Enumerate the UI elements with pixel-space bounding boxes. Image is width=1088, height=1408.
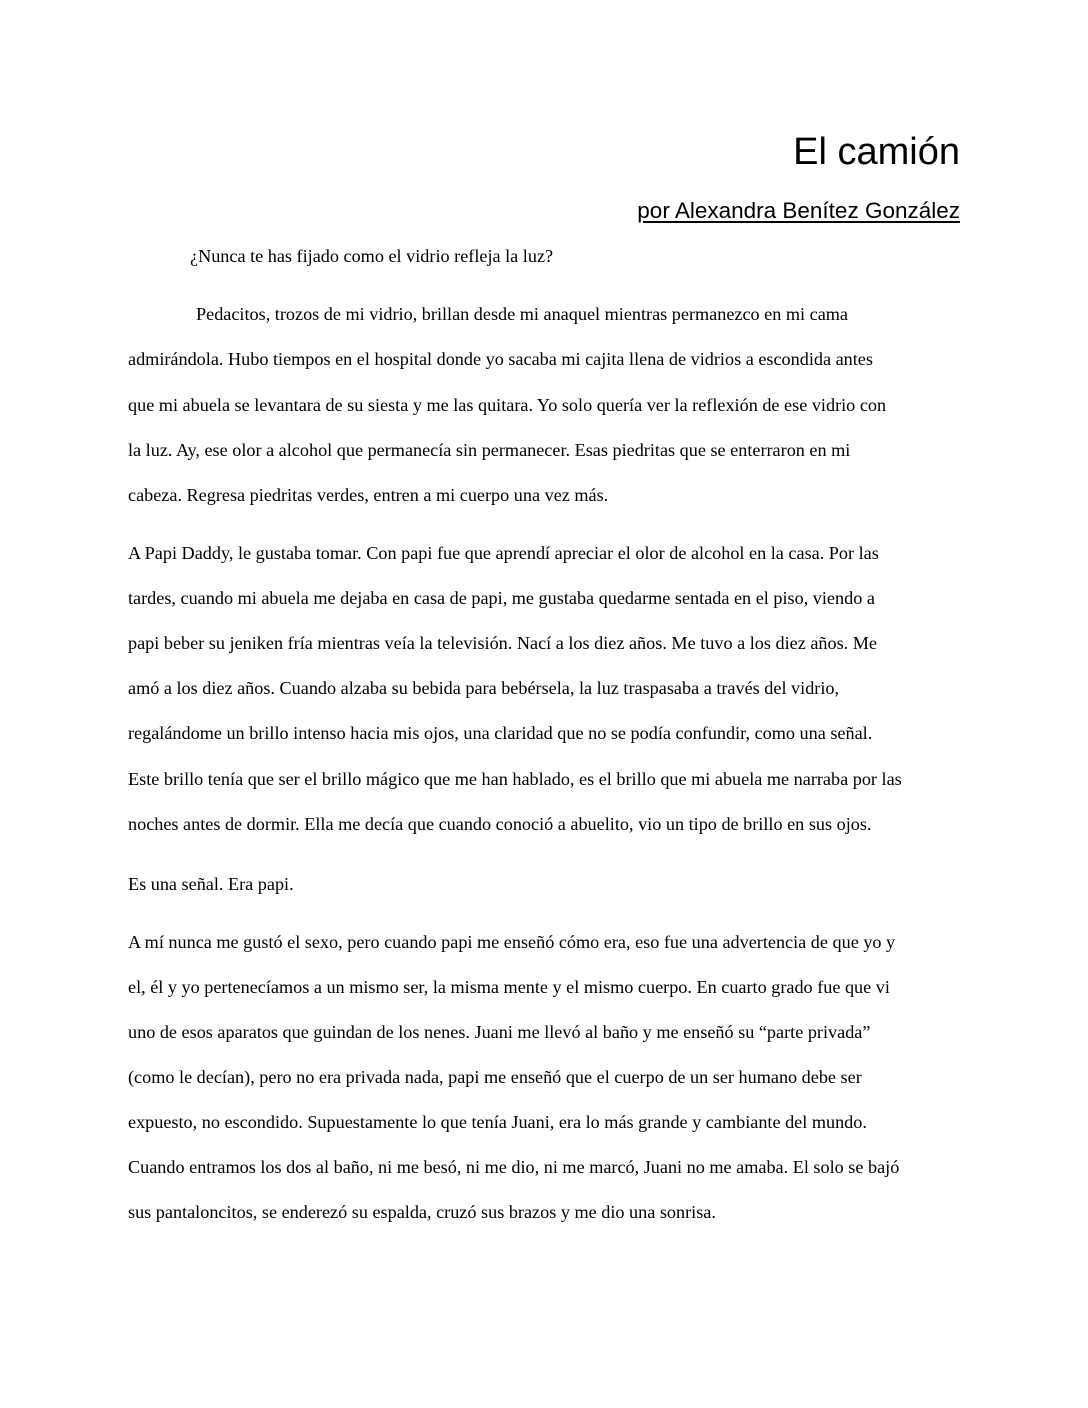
text-line: tardes, cuando mi abuela me dejaba en casa de papi, me gustaba quedarme sentada en el piso, viendo a: [128, 588, 875, 608]
text-line: expuesto, no escondido. Supuestamente lo que tenía Juani, era lo más grande y cambiante del mundo.: [128, 1112, 867, 1132]
text-line: regalándome un brillo intenso hacia mis ojos, una claridad que no se podía confundir, como una señal.: [128, 723, 873, 743]
text-line: A Papi Daddy, le gustaba tomar. Con papi fue que aprendí apreciar el olor de alcohol en la casa. Por las: [128, 543, 879, 563]
text-line: uno de esos aparatos que guindan de los nenes. Juani me llevó al baño y me enseñó su “parte privada”: [128, 1022, 871, 1042]
text-line: admirándola. Hubo tiempos en el hospital donde yo sacaba mi cajita llena de vidrios a escondida antes: [128, 349, 873, 369]
story-author: por Alexandra Benítez González: [637, 198, 960, 223]
story-title: El camión: [793, 131, 960, 173]
text-line: la luz. Ay, ese olor a alcohol que permanecía sin permanecer. Esas piedritas que se enterraron en mi: [128, 440, 851, 460]
text-line: Este brillo tenía que ser el brillo mágico que me han hablado, es el brillo que mi abuela me narraba por las: [128, 769, 902, 789]
text-line: Cuando entramos los dos al baño, ni me besó, ni me dio, ni me marcó, Juani no me amaba. El solo se bajó: [128, 1157, 900, 1177]
text-line: ¿Nunca te has fijado como el vidrio refleja la luz?: [190, 246, 554, 266]
text-line: (como le decían), pero no era privada nada, papi me enseñó que el cuerpo de un ser humano debe ser: [128, 1067, 862, 1087]
text-line: Pedacitos, trozos de mi vidrio, brillan desde mi anaquel mientras permanezco en mi cama: [196, 304, 849, 324]
text-line: Es una señal. Era papi.: [128, 874, 294, 894]
text-line: papi beber su jeniken fría mientras veía la televisión. Nací a los diez años. Me tuvo a los diez años. Me: [128, 633, 877, 653]
text-line: noches antes de dormir. Ella me decía que cuando conoció a abuelito, vio un tipo de brillo en sus ojos.: [128, 814, 872, 834]
text-line: cabeza. Regresa piedritas verdes, entren a mi cuerpo una vez más.: [128, 485, 609, 505]
text-line: que mi abuela se levantara de su siesta y me las quitara. Yo solo quería ver la reflexión de ese vidrio con: [128, 395, 887, 415]
text-line: sus pantaloncitos, se enderezó su espalda, cruzó sus brazos y me dio una sonrisa.: [128, 1202, 716, 1222]
text-line: el, él y yo pertenecíamos a un mismo ser, la misma mente y el mismo cuerpo. En cuarto grado fue que vi: [128, 977, 890, 997]
text-line: A mí nunca me gustó el sexo, pero cuando papi me enseñó cómo era, eso fue una advertencia de que yo y: [128, 932, 896, 952]
text-line: amó a los diez años. Cuando alzaba su bebida para bebérsela, la luz traspasaba a través del vidrio,: [128, 678, 840, 698]
